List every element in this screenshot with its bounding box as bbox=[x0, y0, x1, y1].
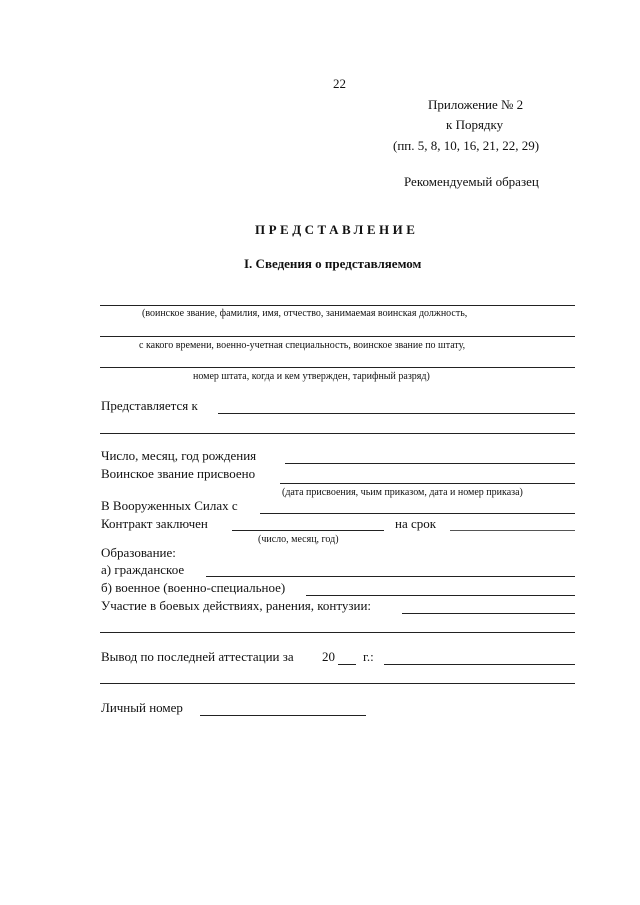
caption-rank-name: (воинское звание, фамилия, имя, отчество, занимаемая воинская должность, bbox=[142, 308, 468, 319]
staff-number-line[interactable] bbox=[100, 367, 575, 368]
document-title: ПРЕДСТАВЛЕНИЕ bbox=[255, 222, 419, 237]
combat-line-2[interactable] bbox=[100, 632, 575, 633]
presented-to-line[interactable] bbox=[218, 413, 575, 414]
order-label: к Порядку bbox=[446, 117, 504, 132]
term-line[interactable] bbox=[450, 530, 575, 531]
education-label: Образование: bbox=[101, 545, 176, 560]
military-education-label: б) военное (военно-специальное) bbox=[101, 580, 286, 595]
combat-line[interactable] bbox=[402, 613, 575, 614]
military-education-line[interactable] bbox=[306, 595, 575, 596]
presented-to-line-2[interactable] bbox=[100, 433, 575, 434]
caption-specialty: с какого времени, военно-учетная специальность, воинское звание по штату, bbox=[139, 340, 466, 351]
clauses-label: (пп. 5, 8, 10, 16, 21, 22, 29) bbox=[393, 138, 540, 153]
rank-assigned-line[interactable] bbox=[280, 483, 575, 484]
caption-staff-number: номер штата, когда и кем утвержден, тарифный разряд) bbox=[193, 371, 430, 382]
rank-name-position-line[interactable] bbox=[100, 305, 575, 306]
birth-date-line[interactable] bbox=[285, 463, 575, 464]
attestation-year-prefix: 20 bbox=[322, 649, 335, 664]
attestation-year-line[interactable] bbox=[338, 664, 356, 665]
attestation-result-line-2[interactable] bbox=[100, 683, 575, 684]
personal-number-label: Личный номер bbox=[101, 700, 183, 715]
combat-label: Участие в боевых действиях, ранения, контузии: bbox=[101, 598, 372, 613]
civil-education-label: а) гражданское bbox=[101, 562, 185, 577]
page-number: 22 bbox=[333, 76, 346, 91]
armed-forces-label: В Вооруженных Силах с bbox=[101, 498, 238, 513]
sample-label: Рекомендуемый образец bbox=[404, 174, 539, 189]
contract-label: Контракт заключен bbox=[101, 516, 208, 531]
birth-date-label: Число, месяц, год рождения bbox=[101, 448, 257, 463]
attestation-label: Вывод по последней аттестации за bbox=[101, 649, 294, 664]
caption-contract-date: (число, месяц, год) bbox=[258, 534, 339, 545]
section-title: I. Сведения о представляемом bbox=[244, 256, 422, 271]
personal-number-line[interactable] bbox=[200, 715, 366, 716]
contract-date-line[interactable] bbox=[232, 530, 384, 531]
caption-rank-date: (дата присвоения, чьим приказом, дата и номер приказа) bbox=[282, 487, 523, 498]
attestation-result-line[interactable] bbox=[384, 664, 575, 665]
attestation-year-suffix: г.: bbox=[363, 649, 374, 664]
appendix-label: Приложение № 2 bbox=[428, 97, 524, 112]
presented-to-label: Представляется к bbox=[101, 398, 198, 413]
armed-forces-line[interactable] bbox=[260, 513, 575, 514]
term-label: на срок bbox=[395, 516, 437, 531]
rank-assigned-label: Воинское звание присвоено bbox=[101, 466, 256, 481]
specialty-line[interactable] bbox=[100, 336, 575, 337]
civil-education-line[interactable] bbox=[206, 576, 575, 577]
